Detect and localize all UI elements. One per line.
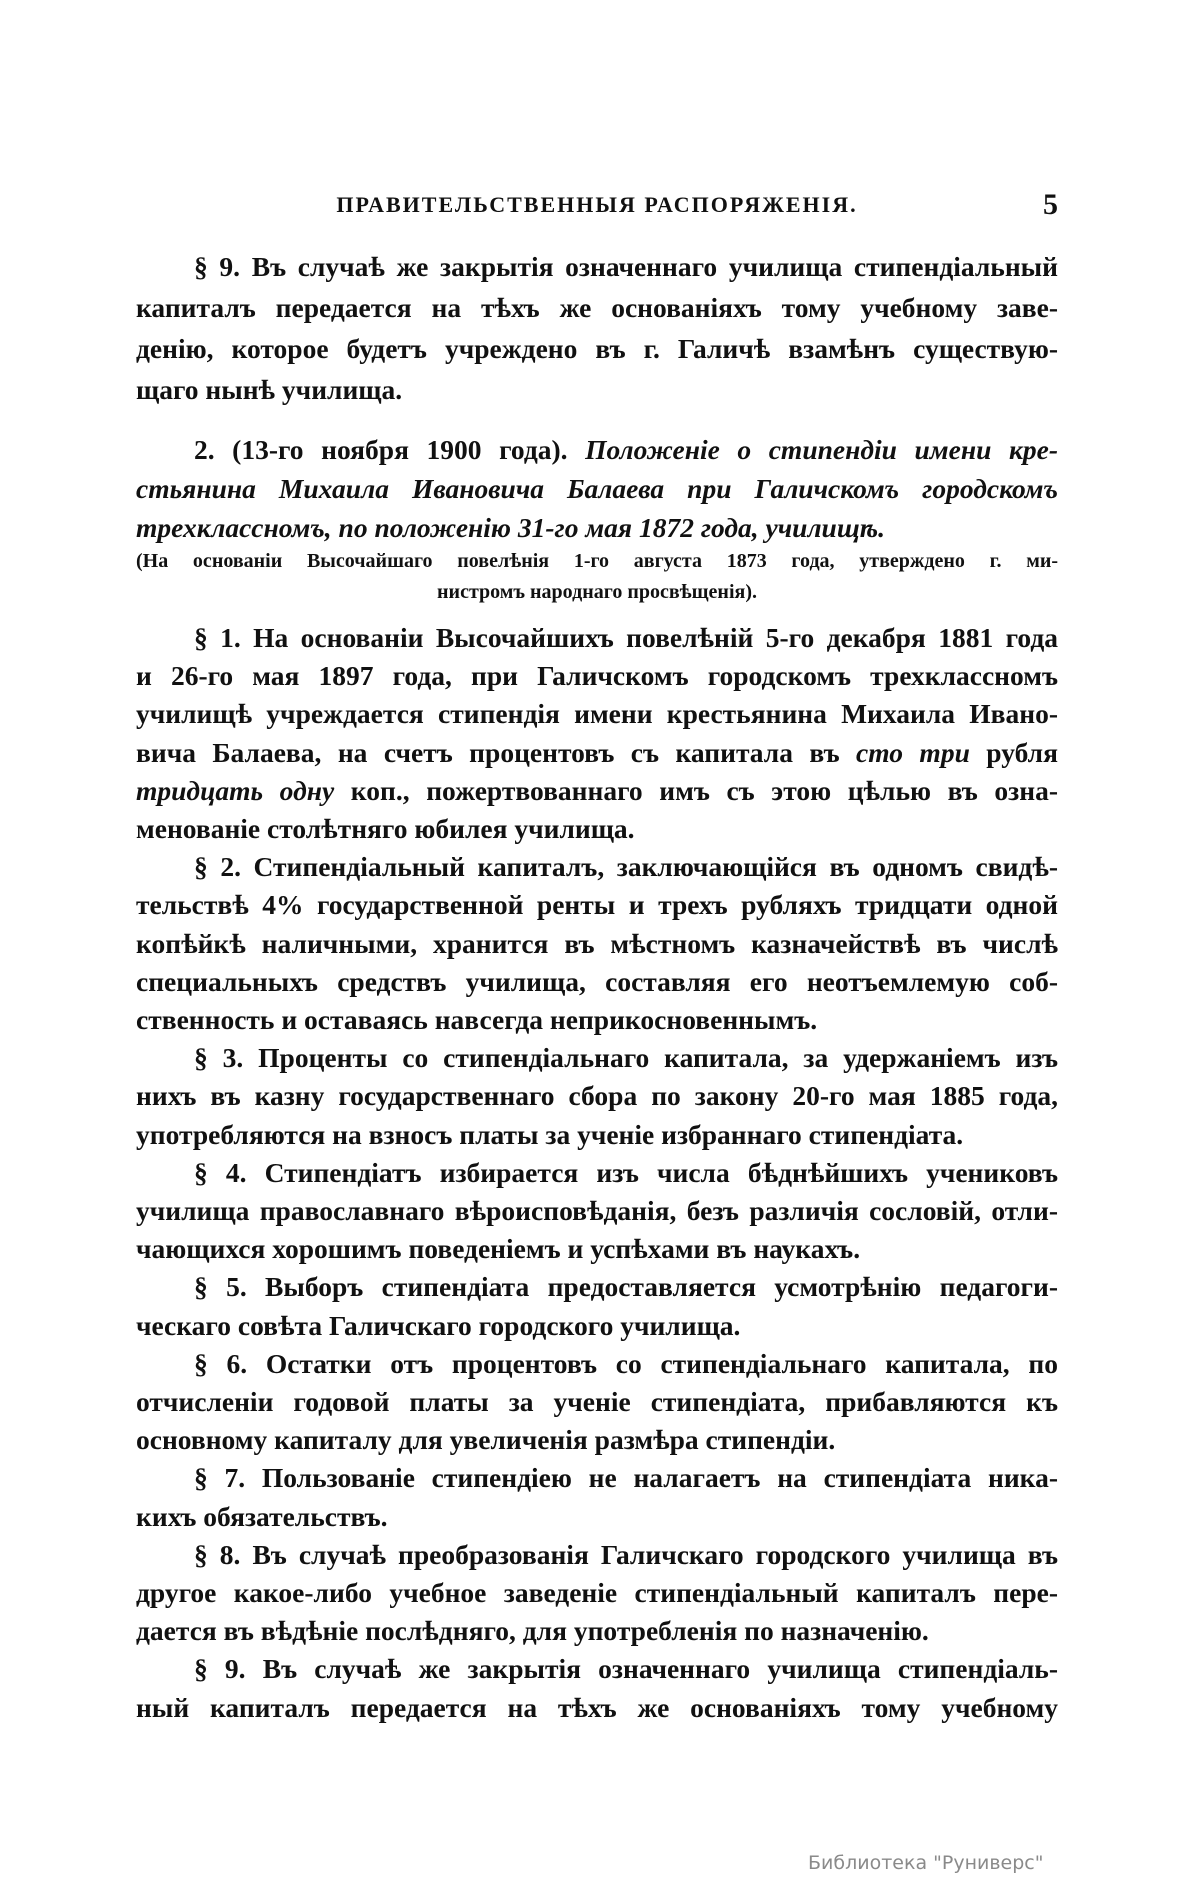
text-run: § 3. Проценты со стипендіальнаго капитала, за удержаніемъ изъ <box>194 1042 1058 1074</box>
text-run: училищѣ учреждается стипендія имени крестьянина Михаила Ивано- <box>136 698 1058 730</box>
text-run: § 4. Стипендіатъ избирается изъ числа бѣднѣйшихъ учениковъ <box>194 1156 1058 1188</box>
text-run: специальныхъ средствъ училища, составляя его неотъемлемую соб- <box>136 965 1058 997</box>
text-run: и 26-го мая 1897 года, при Галичскомъ городскомъ трехклассномъ <box>136 660 1058 692</box>
text-line <box>136 963 1058 1001</box>
text-run: коп., пожертвованнаго имъ съ этою цѣлью въ озна- <box>334 774 1058 806</box>
text-run: копѣйкѣ наличными, хранится въ мѣстномъ казначействѣ въ числѣ <box>136 927 1058 959</box>
italic-text: тридцать одну <box>136 774 335 806</box>
page-number: 5 <box>1043 188 1058 221</box>
text-line <box>136 1001 1058 1039</box>
text-run: ческаго совѣта Галичскаго городского училища. <box>136 1309 741 1341</box>
text-run: рубля <box>969 736 1058 768</box>
library-watermark: Библиотека "Руниверс" <box>808 1852 1044 1874</box>
text-run: § 9. Въ случаѣ же закрытія означеннаго училища стипендіаль- <box>194 1653 1058 1685</box>
text-line <box>136 886 1058 924</box>
text-run: § 5. Выборъ стипендіата предоставляется усмотрѣнію педагоги- <box>194 1271 1058 1303</box>
text-line: денію, которое будетъ учреждено въ г. Галичѣ взамѣнъ существую- <box>136 333 1058 364</box>
text-line <box>136 1116 1058 1154</box>
text-line: щаго нынѣ училища. <box>136 374 403 405</box>
text-run: нихъ въ казну государственнаго сбора по закону 20-го мая 1885 года, <box>136 1080 1058 1112</box>
text-line <box>136 1268 1058 1306</box>
text-line <box>136 1230 1058 1268</box>
text-line <box>136 1459 1058 1497</box>
text-run: другое какое-либо учебное заведеніе стипендіальный капиталъ пере- <box>136 1577 1058 1609</box>
text-line <box>136 1650 1058 1688</box>
text-line <box>136 848 1058 886</box>
italic-text: сто три <box>856 736 970 768</box>
text-run: ный капиталъ передается на тѣхъ же основаніяхъ тому учебному <box>136 1691 1058 1723</box>
text-line <box>136 1154 1058 1192</box>
text-line <box>136 430 1058 469</box>
text-run: основному капиталу для увеличенія размѣра стипендіи. <box>136 1424 836 1456</box>
text-run: ственность и оставаясь навсегда неприкосновеннымъ. <box>136 1004 818 1036</box>
text-line: нистромъ народнаго просвѣщенія). <box>437 581 757 603</box>
text-line: трехклассномъ, по положенію 31-го мая 1872 года, училищѣ. <box>136 512 885 543</box>
text-run: отчисленіи годовой платы за ученіе стипендіата, прибавляются къ <box>136 1386 1058 1418</box>
text-run: § 2. Стипендіальный капиталъ, заключающійся въ одномъ свидѣ- <box>194 851 1058 883</box>
statute-paragraphs <box>136 619 1058 1727</box>
text-run: § 8. Въ случаѣ преобразованія Галичскаго городского училища въ <box>194 1538 1058 1570</box>
text-line <box>136 1192 1058 1230</box>
text-run: § 1. На основаніи Высочайшихъ повелѣній 5-го декабря 1881 года <box>194 622 1058 653</box>
text-line <box>136 619 1058 657</box>
text-run: вича Балаева, на счетъ процентовъ съ капитала въ <box>136 736 857 768</box>
text-line <box>136 734 1058 772</box>
text-line <box>136 1039 1058 1077</box>
text-run: менованіе столѣтняго юбилея училища. <box>136 813 635 845</box>
text-line: стьянина Михаила Ивановича Балаева при Галичскомъ городскомъ <box>136 473 1058 504</box>
text-line <box>136 810 1058 848</box>
text-run: тельствѣ 4% государственной ренты и трехъ рубляхъ тридцати одной <box>136 889 1058 921</box>
text-run: училища православнаго вѣроисповѣданія, безъ различія сословій, отли- <box>136 1195 1058 1227</box>
text-line <box>136 1574 1058 1612</box>
running-header <box>136 188 1058 222</box>
text-run: употребляются на взносъ платы за ученіе избраннаго стипендіата. <box>136 1118 964 1150</box>
text-line <box>136 1345 1058 1383</box>
text-line <box>136 657 1058 695</box>
running-title: ПРАВИТЕЛЬСТВЕННЫЯ РАСПОРЯЖЕНІЯ. <box>336 192 858 217</box>
text-line: капиталъ передается на тѣхъ же основаніяхъ тому учебному заве- <box>136 292 1058 323</box>
text-line: (На основаніи Высочайшаго повелѣнія 1-го августа 1873 года, утверждено г. ми- <box>136 550 1058 572</box>
text-line <box>136 1383 1058 1421</box>
text-run: кихъ обязательствъ. <box>136 1500 388 1532</box>
text-line: § 9. Въ случаѣ же закрытія означеннаго училища стипендіальный <box>194 251 1058 282</box>
text-line <box>136 772 1058 810</box>
text-line <box>136 1077 1058 1115</box>
text-run: чающихся хорошимъ поведеніемъ и успѣхами въ наукахъ. <box>136 1233 861 1265</box>
text-line <box>136 925 1058 963</box>
item-date: 2. (13-го ноября 1900 года). <box>194 434 568 465</box>
text-line <box>136 1536 1058 1574</box>
text-line <box>136 1612 1058 1650</box>
approval-note <box>136 546 1058 608</box>
text-line <box>136 1421 1058 1459</box>
text-run: § 7. Пользованіе стипендіею не налагаетъ на стипендіата ника- <box>194 1462 1058 1494</box>
item-2-title <box>136 430 1058 547</box>
text-run: дается въ вѣдѣніе послѣдняго, для употребленія по назначенію. <box>136 1615 929 1647</box>
item-title-italic: Положеніе о стипендіи имени кре- <box>585 434 1059 465</box>
text-line <box>136 1498 1058 1536</box>
text-line <box>136 1689 1058 1727</box>
text-line <box>136 1307 1058 1345</box>
text-run: § 6. Остатки отъ процентовъ со стипендіальнаго капитала, по <box>194 1347 1058 1379</box>
continued-section-9 <box>136 246 1058 410</box>
text-line <box>136 695 1058 733</box>
